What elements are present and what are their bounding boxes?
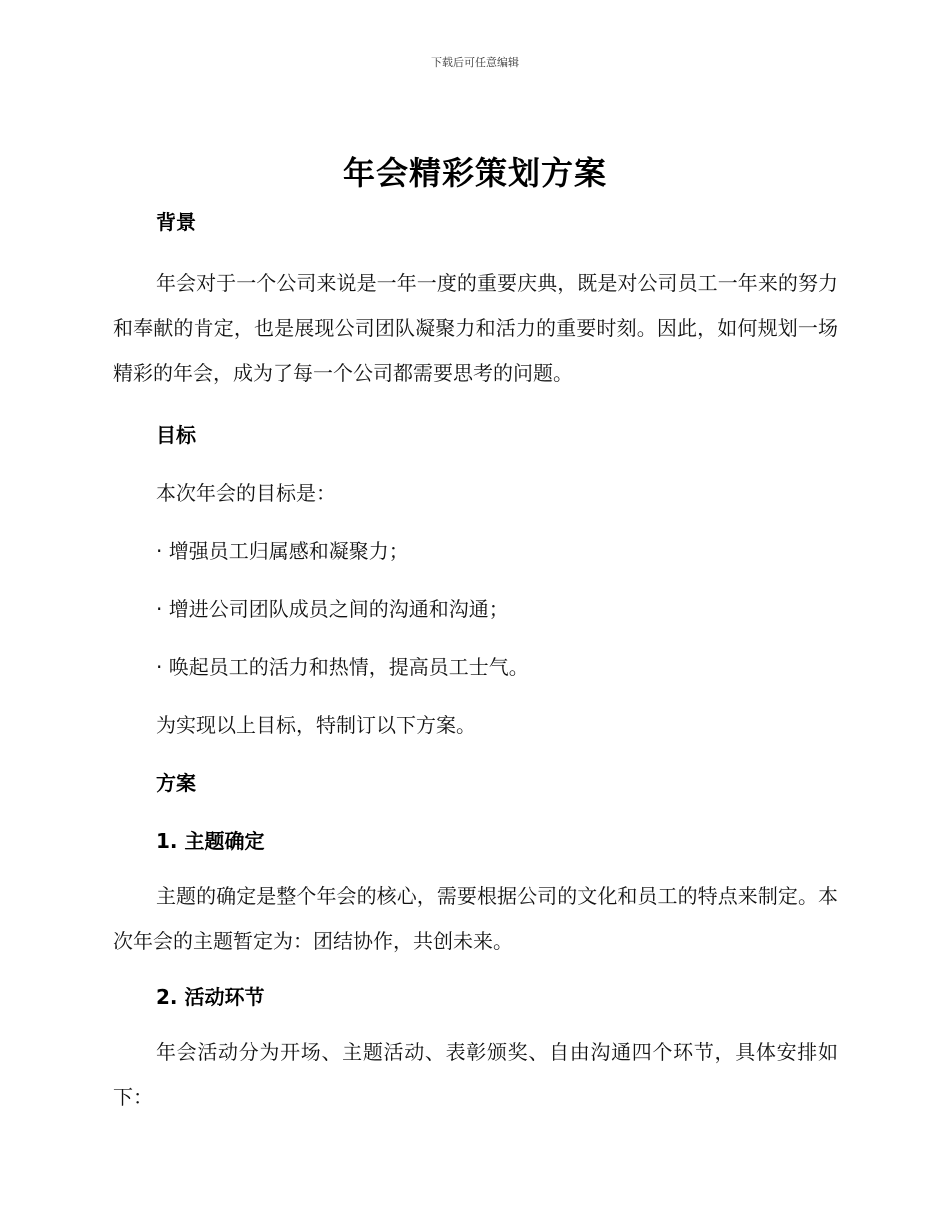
header-note: 下载后可任意编辑 bbox=[431, 56, 519, 69]
goal-bullet-1: · 增强员工归属感和凝聚力； bbox=[156, 539, 409, 563]
goal-bullet-2: · 增进公司团队成员之间的沟通和沟通； bbox=[156, 597, 509, 621]
section-heading-goals: 目标 bbox=[156, 423, 196, 447]
section-heading-background: 背景 bbox=[156, 210, 196, 234]
subsection-heading-theme: 1. 主题确定 bbox=[156, 829, 265, 853]
document-body bbox=[113, 203, 838, 1120]
theme-paragraph: 主题的确定是整个年会的核心，需要根据公司的文化和员工的特点来制定。本次年会的主题暂定为：团结协作，共创未来。 bbox=[113, 884, 838, 953]
background-paragraph: 年会对于一个公司来说是一年一度的重要庆典，既是对公司员工一年来的努力和奉献的肯定，也是展现公司团队凝聚力和活力的重要时刻。因此，如何规划一场精彩的年会，成为了每一个公司都需要思考的问题。 bbox=[113, 271, 838, 385]
subsection-heading-activities: 2. 活动环节 bbox=[156, 985, 265, 1009]
goals-closing: 为实现以上目标，特制订以下方案。 bbox=[156, 713, 476, 737]
goal-bullet-3: · 唤起员工的活力和热情，提高员工士气。 bbox=[156, 655, 529, 679]
activities-paragraph: 年会活动分为开场、主题活动、表彰颁奖、自由沟通四个环节，具体安排如下： bbox=[113, 1040, 838, 1109]
goals-intro: 本次年会的目标是： bbox=[156, 481, 336, 505]
section-heading-plan: 方案 bbox=[156, 771, 196, 795]
document-title: 年会精彩策划方案 bbox=[342, 154, 607, 192]
